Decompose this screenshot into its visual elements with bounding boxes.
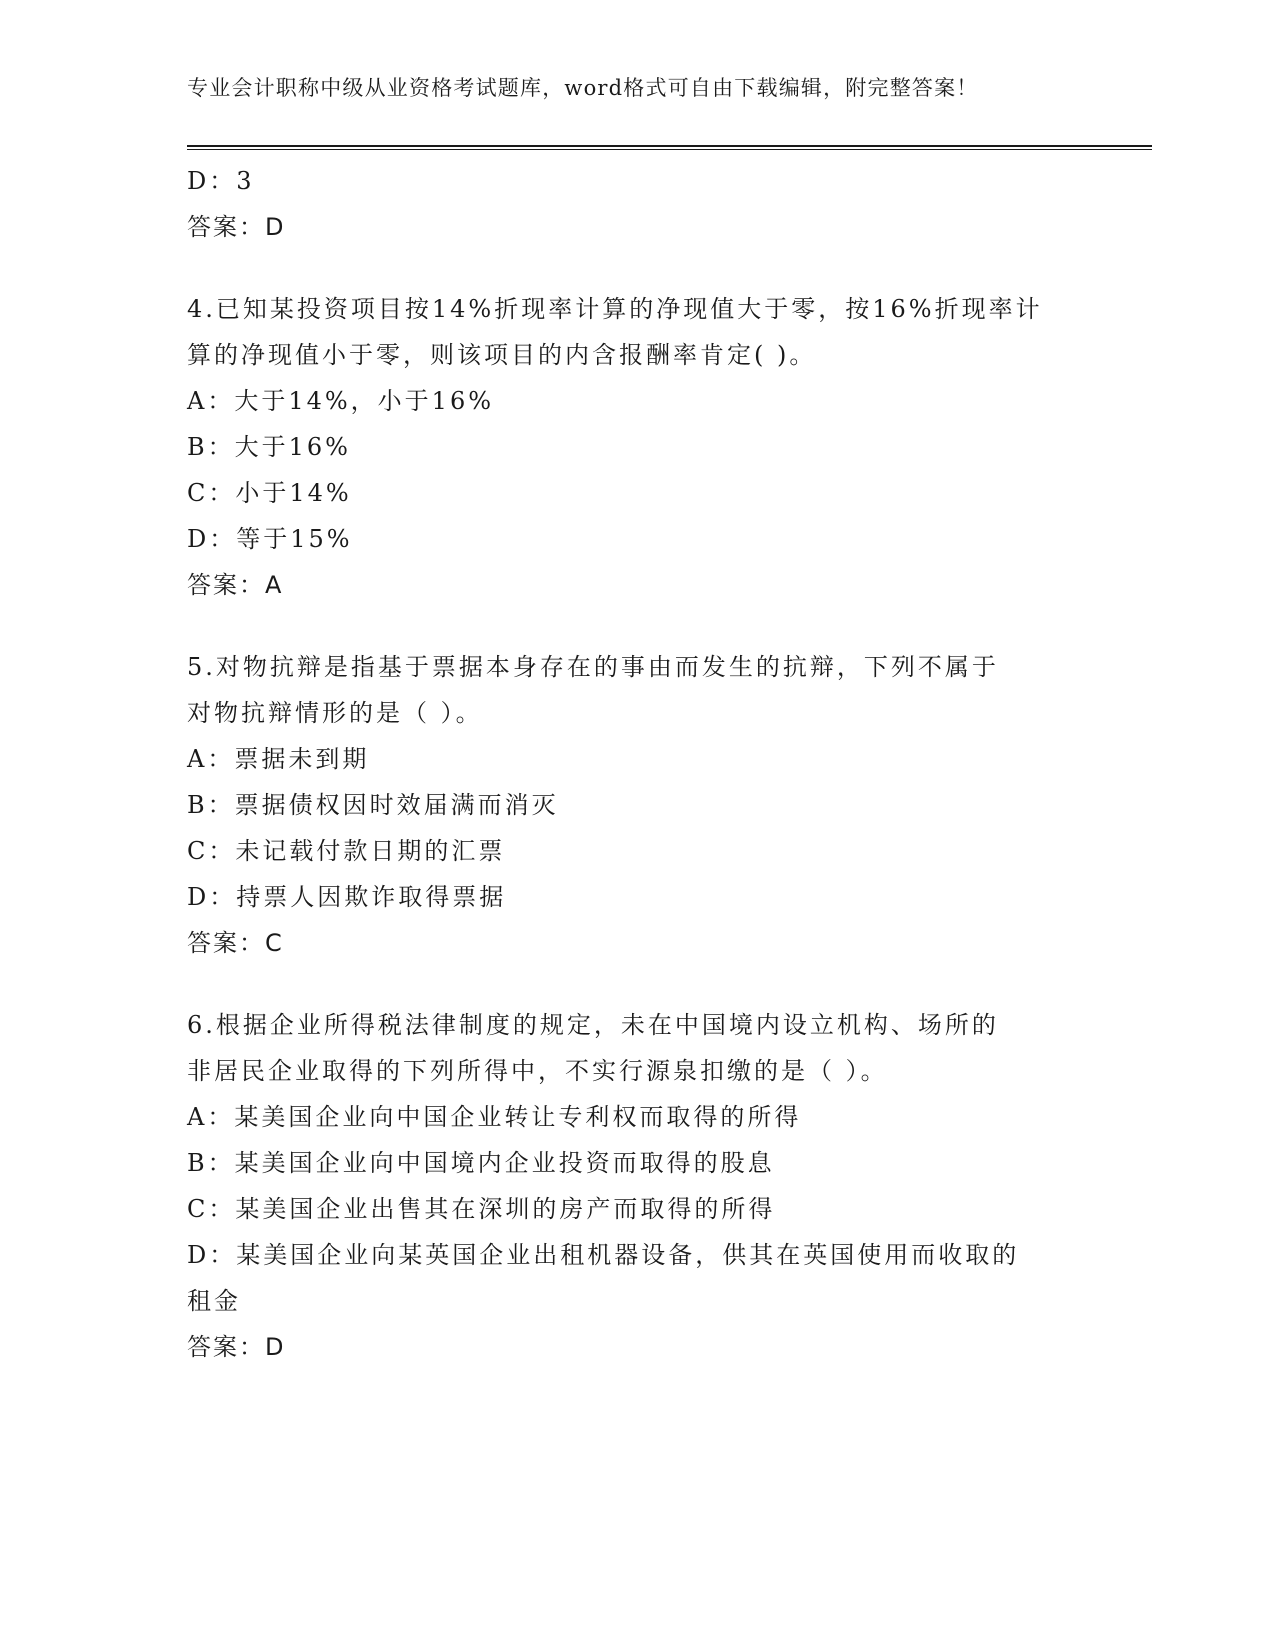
option-c: C：某美国企业出售其在深圳的房产而取得的所得 <box>187 1195 776 1223</box>
option-d: D：某美国企业向某英国企业出租机器设备，供其在英国使用而收取的 <box>187 1241 1020 1269</box>
question-stem-line: 非居民企业取得的下列所得中，不实行源泉扣缴的是（ ）。 <box>187 1057 888 1085</box>
option-d-continuation: 租金 <box>187 1287 241 1315</box>
option-d: D：3 <box>187 167 255 195</box>
option-c: C：未记载付款日期的汇票 <box>187 837 506 865</box>
question-6 <box>187 1002 1087 1370</box>
question-5 <box>187 644 1087 966</box>
question-stem-line: 5.对物抗辩是指基于票据本身存在的事由而发生的抗辩，下列不属于 <box>187 653 999 681</box>
question-stem-line: 4.已知某投资项目按14%折现率计算的净现值大于零，按16%折现率计 <box>187 295 1043 323</box>
option-a: A：票据未到期 <box>187 745 370 773</box>
previous-question-tail <box>187 158 1087 250</box>
answer-label: 答案：D <box>187 213 286 241</box>
question-stem-line: 算的净现值小于零，则该项目的内含报酬率肯定( )。 <box>187 341 817 369</box>
option-a: A：某美国企业向中国企业转让专利权而取得的所得 <box>187 1103 802 1131</box>
option-b: B：某美国企业向中国境内企业投资而取得的股息 <box>187 1149 775 1177</box>
question-stem-line: 6.根据企业所得税法律制度的规定，未在中国境内设立机构、场所的 <box>187 1011 999 1039</box>
option-a: A：大于14%，小于16% <box>187 387 495 415</box>
answer-label: 答案：A <box>187 571 284 599</box>
option-d: D：等于15% <box>187 525 353 553</box>
question-4 <box>187 286 1087 608</box>
answer-label: 答案：C <box>187 929 284 957</box>
question-content <box>187 158 1087 1370</box>
option-b: B：票据债权因时效届满而消灭 <box>187 791 559 819</box>
page-header: 专业会计职称中级从业资格考试题库，word格式可自由下载编辑，附完整答案！ <box>187 76 979 100</box>
answer-label: 答案：D <box>187 1333 286 1361</box>
option-d: D：持票人因欺诈取得票据 <box>187 883 507 911</box>
header-divider <box>187 145 1152 150</box>
option-c: C：小于14% <box>187 479 352 507</box>
question-stem-line: 对物抗辩情形的是（ ）。 <box>187 699 483 727</box>
option-b: B：大于16% <box>187 433 351 461</box>
